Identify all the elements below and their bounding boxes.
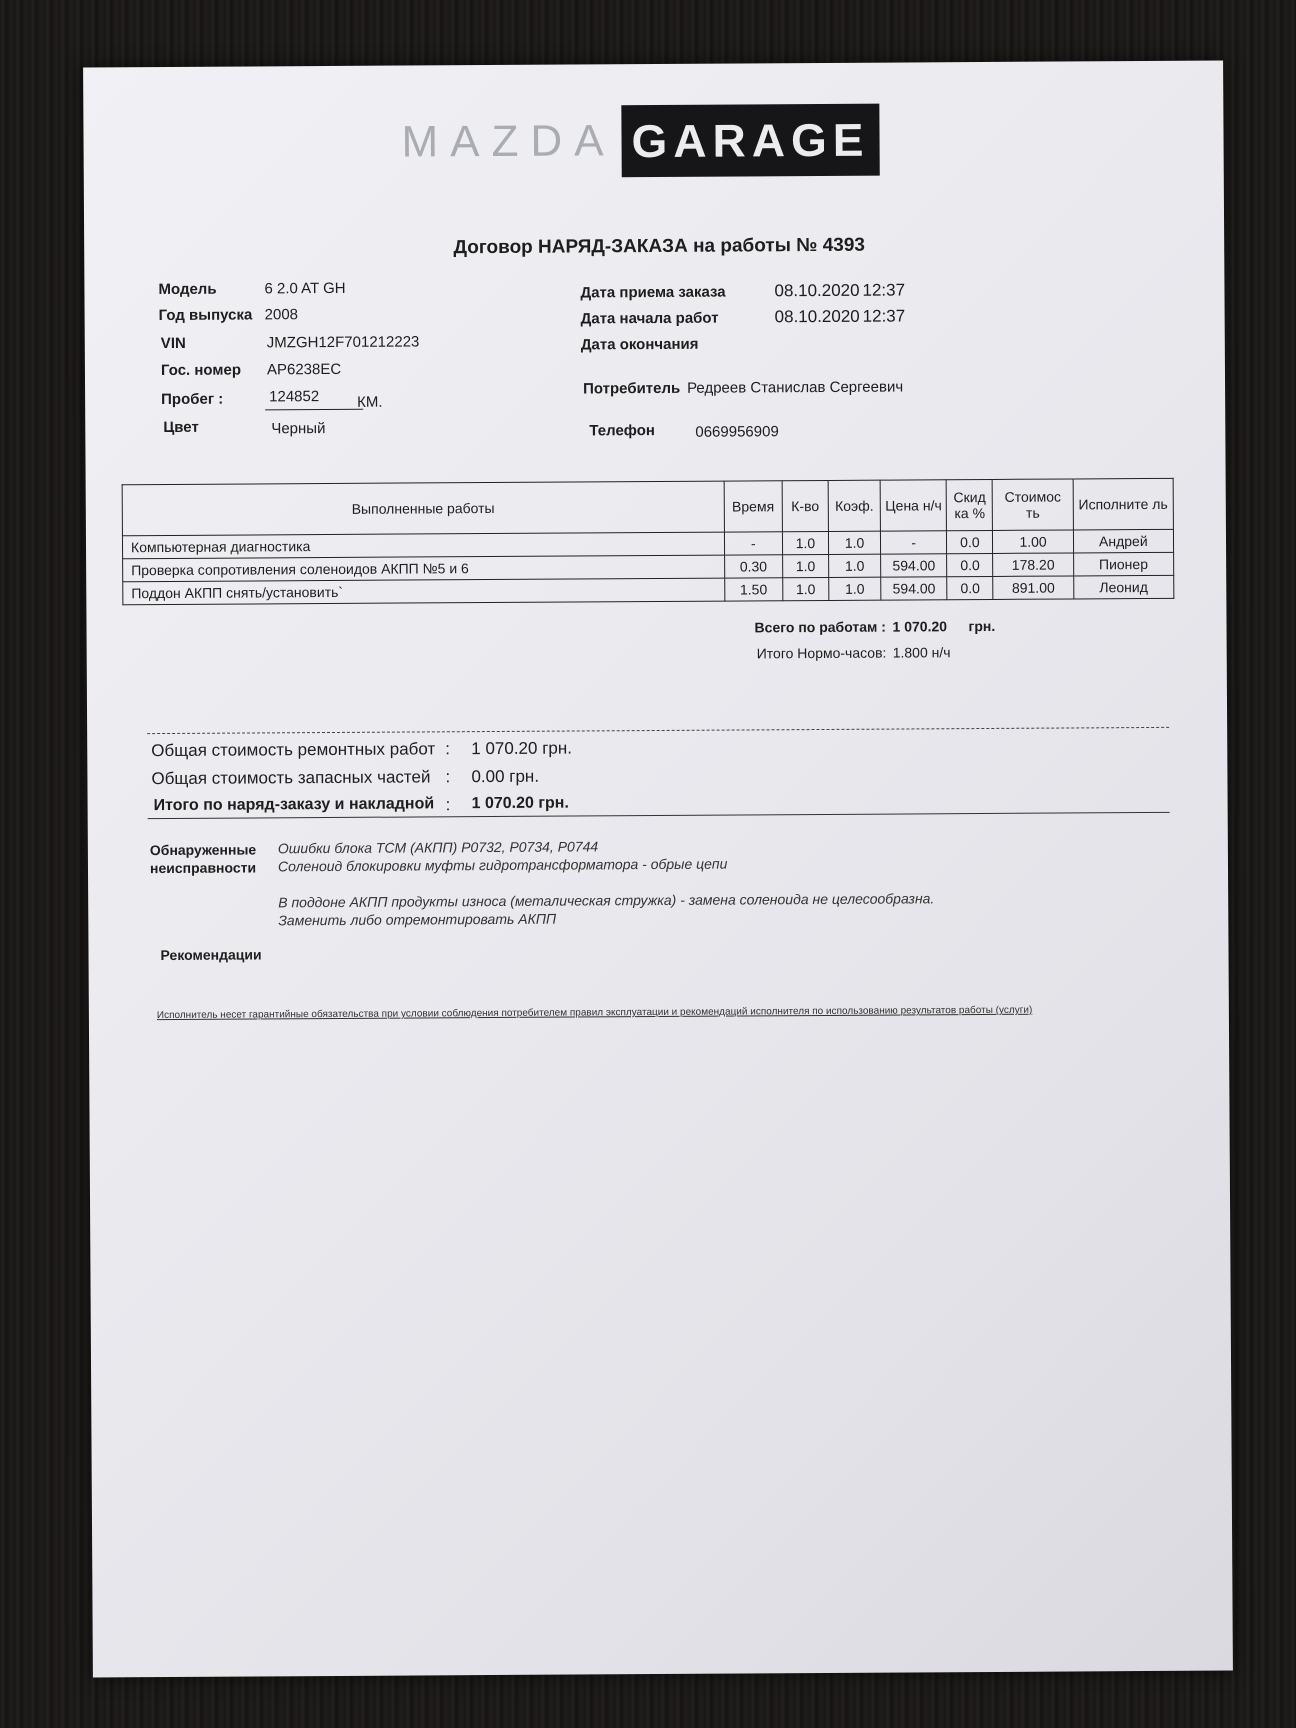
- work-executor: Пионер: [1073, 552, 1173, 576]
- col-header-executor: Исполните ль: [1073, 478, 1174, 530]
- work-qty: 1.0: [783, 577, 829, 600]
- warranty-footer: Исполнитель несет гарантийные обязательства при условии соблюдения потребителем правил эксплуатации и рекомендаций исполнителя по использованию результатов работы (услуги): [156, 1004, 1033, 1022]
- norm-hours-value: 1.800 н/ч: [892, 644, 951, 661]
- plate-label: Гос. номер: [160, 361, 242, 380]
- works-total-value: 1 070.20: [892, 618, 948, 635]
- fault-line-2: Соленоид блокировки муфты гидротрансформатора - обрые цепи: [277, 855, 728, 875]
- norm-hours-label: Итого Нормо-часов:: [756, 644, 887, 662]
- customer-value: Редреев Станислав Сергеевич: [687, 378, 904, 397]
- work-cost: 1.00: [993, 530, 1073, 553]
- col-header-price: Цена н/ч: [880, 480, 946, 531]
- vin-label: VIN: [160, 334, 186, 353]
- dashed-divider: [147, 727, 1169, 734]
- col-header-time: Время: [724, 481, 782, 532]
- work-price: -: [881, 531, 947, 554]
- mazda-garage-logo: [401, 103, 879, 180]
- document-title: Договор НАРЯД-ЗАКАЗА на работы № 4393: [453, 234, 865, 259]
- end-date-label: Дата окончания: [580, 335, 699, 354]
- work-qty: 1.0: [782, 554, 828, 577]
- work-qty: 1.0: [782, 531, 828, 554]
- logo-mazda-text: MAZDA: [401, 116, 616, 167]
- works-table: [122, 478, 1175, 605]
- work-coef: 1.0: [828, 531, 880, 554]
- fault-line-4: Заменить либо отремонтировать АКПП: [278, 910, 557, 929]
- work-time: 1.50: [724, 578, 782, 601]
- col-header-coef: Коэф.: [828, 480, 880, 531]
- work-executor: Андрей: [1073, 529, 1173, 553]
- works-total-unit: грн.: [968, 617, 996, 635]
- work-coef: 1.0: [829, 577, 881, 600]
- work-price: 594.00: [881, 554, 947, 577]
- work-time: 0.30: [724, 555, 782, 578]
- table-header-row: [122, 478, 1173, 535]
- work-coef: 1.0: [829, 554, 881, 577]
- parts-cost-value: 0.00 грн.: [471, 766, 540, 787]
- work-name: Проверка сопротивления соленоидов АКПП №5 и 6: [123, 555, 725, 582]
- logo-garage-text: GARAGE: [621, 104, 879, 178]
- col-header-qty: К-во: [782, 480, 828, 531]
- start-date-value: 08.10.2020: [774, 306, 860, 327]
- color-label: Цвет: [163, 418, 199, 437]
- accept-date-label: Дата приема заказа: [580, 283, 726, 302]
- mileage-label: Пробег :: [161, 390, 224, 409]
- work-executor: Леонид: [1073, 575, 1173, 599]
- model-value: 6 2.0 AT GH: [264, 279, 346, 298]
- phone-label: Телефон: [589, 422, 655, 440]
- faults-label-line2: неисправности: [149, 859, 257, 877]
- vin-value: JMZGH12F701212223: [266, 333, 420, 352]
- work-name: Компьютерная диагностика: [122, 532, 724, 559]
- fault-line-1: Ошибки блока TCM (АКПП) P0732, P0734, P0744: [277, 838, 599, 857]
- faults-label-line1: Обнаруженные: [149, 841, 257, 859]
- works-total-label: Всего по работам :: [754, 618, 886, 636]
- repair-cost-label: Общая стоимость ремонтных работ: [151, 739, 436, 761]
- repair-cost-value: 1 070.20 грн.: [471, 738, 572, 759]
- work-name: Поддон АКПП снять/установить`: [123, 578, 725, 605]
- year-value: 2008: [264, 306, 299, 324]
- mileage-unit: КМ.: [357, 393, 383, 411]
- parts-cost-label: Общая стоимость запасных частей: [151, 767, 431, 789]
- grand-total-value: 1 070.20 грн.: [471, 794, 569, 813]
- col-header-work: Выполненные работы: [122, 481, 724, 536]
- color-value: Черный: [271, 420, 326, 438]
- work-discount: 0.0: [947, 553, 993, 576]
- start-time-value: 12:37: [862, 306, 906, 326]
- mileage-value: 124852: [265, 388, 363, 411]
- col-header-discount: Скид ка %: [946, 479, 992, 530]
- work-cost: 178.20: [993, 553, 1073, 576]
- work-cost: 891.00: [993, 576, 1073, 599]
- phone-value: 0669956909: [695, 423, 779, 441]
- model-label: Модель: [158, 280, 217, 299]
- work-time: -: [724, 532, 782, 555]
- parts-cost-colon: :: [445, 767, 451, 787]
- work-order-paper: [83, 61, 1233, 1678]
- fault-line-3: В поддоне АКПП продукты износа (металическая стружка) - замена соленоида не целесообразна.: [278, 890, 935, 911]
- start-date-label: Дата начала работ: [580, 309, 719, 328]
- customer-label: Потребитель: [583, 379, 681, 398]
- accept-time-value: 12:37: [862, 280, 906, 300]
- plate-value: АР6238ЕС: [266, 360, 342, 379]
- work-discount: 0.0: [947, 530, 993, 553]
- work-price: 594.00: [881, 577, 947, 600]
- grand-total-colon: :: [445, 795, 451, 815]
- col-header-cost: Стоимос ть: [993, 479, 1074, 530]
- repair-cost-colon: :: [445, 739, 451, 759]
- work-discount: 0.0: [947, 576, 993, 599]
- grand-total-label: Итого по наряд-заказу и накладной: [153, 795, 435, 815]
- year-label: Год выпуска: [158, 306, 253, 325]
- accept-date-value: 08.10.2020: [774, 280, 860, 301]
- faults-label: [150, 840, 257, 877]
- recommendations-label: Рекомендации: [160, 946, 262, 964]
